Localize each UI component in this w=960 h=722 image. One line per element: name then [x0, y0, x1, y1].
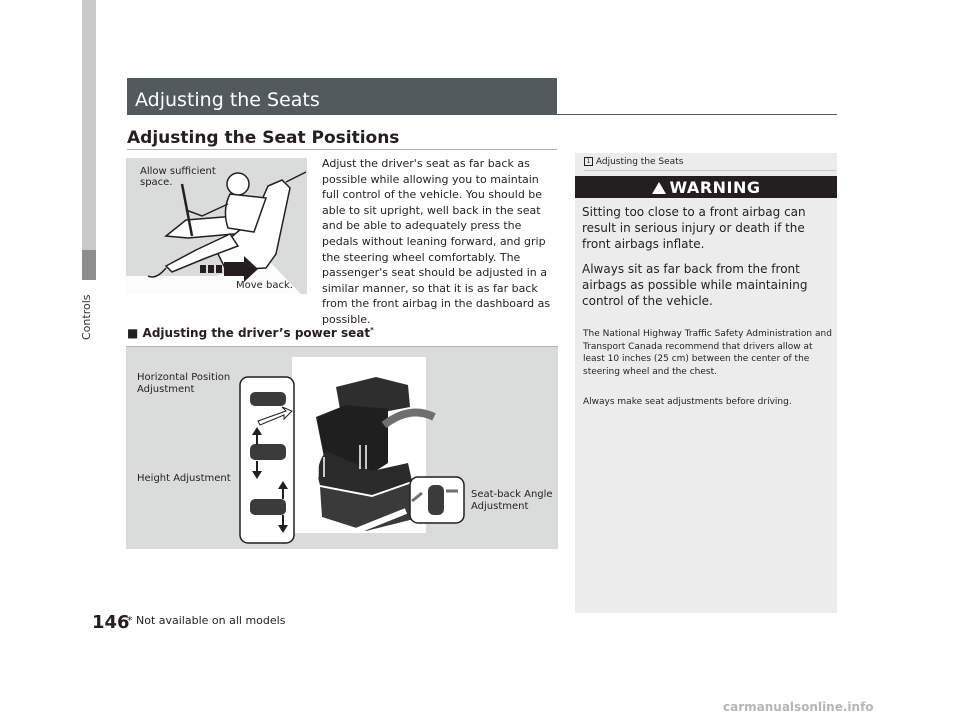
allow-space-label-line1: Allow sufficient: [140, 166, 216, 177]
subsection-title-text: Adjusting the driver’s power seat: [142, 326, 371, 340]
power-seat-illustration: [126, 346, 558, 549]
watermark: carmanualsonline.info: [723, 700, 874, 714]
chapter-title: Adjusting the Seats: [135, 89, 320, 111]
subsection-title: [127, 326, 374, 340]
chapter-header: [127, 78, 557, 115]
side-note-1: The National Highway Traffic Safety Administration and Transport Canada recommend that drivers allow at least 10 inches (25 cm) between the center of the steering wheel and the chest.: [583, 329, 832, 377]
section-body-text: Adjust the driver's seat as far back as possible while allowing you to maintain full control of the vehicle. You should be able to sit upright, well back in the seat and be able to adequately press the pedals without leaning forward, and grip the steering wheel comfortably. The passenger's seat should be adjusted in a similar manner, so that it is as far back from the front airbag in the dashboard as possible.: [322, 157, 551, 326]
side-panel-rule: [584, 170, 836, 171]
warning-box: [575, 176, 837, 315]
chapter-tab-active: [82, 250, 96, 280]
availability-marker: *: [370, 326, 374, 334]
seatback-adjust-label-line2: Adjustment: [471, 501, 529, 512]
warning-triangle-icon: [652, 182, 666, 194]
sidebar-section-label: Controls: [80, 294, 93, 340]
warning-label: WARNING: [669, 178, 761, 197]
section-rule: [127, 149, 557, 150]
horizontal-adjust-label-line1: Horizontal Position: [137, 372, 231, 383]
side-note-2: Always make seat adjustments before driving.: [583, 397, 792, 407]
section-ref-icon: 1: [584, 157, 593, 166]
warning-text-1: Sitting too close to a front airbag can result in serious injury or death if the front airbags inflate.: [582, 205, 806, 251]
side-panel-title-text: Adjusting the Seats: [595, 157, 684, 167]
page-number: 146: [92, 612, 130, 633]
footnote: * Not available on all models: [127, 614, 286, 627]
move-back-label: Move back.: [236, 280, 293, 291]
seatback-adjust-label-line1: Seat-back Angle: [471, 489, 553, 500]
subsection-bullet: ■: [127, 326, 139, 340]
header-rule: [557, 114, 837, 115]
section-title: Adjusting the Seat Positions: [127, 128, 400, 148]
allow-space-label-line2: space.: [140, 177, 173, 188]
side-panel-title: [584, 157, 683, 167]
warning-text-2: Always sit as far back from the front airbags as possible while maintaining control of the vehicle.: [582, 262, 808, 308]
height-adjust-label: Height Adjustment: [137, 473, 231, 484]
horizontal-adjust-label-line2: Adjustment: [137, 384, 195, 395]
chapter-tab-light: [82, 0, 96, 250]
driver-position-illustration: [126, 158, 307, 294]
warning-header: [575, 176, 837, 198]
